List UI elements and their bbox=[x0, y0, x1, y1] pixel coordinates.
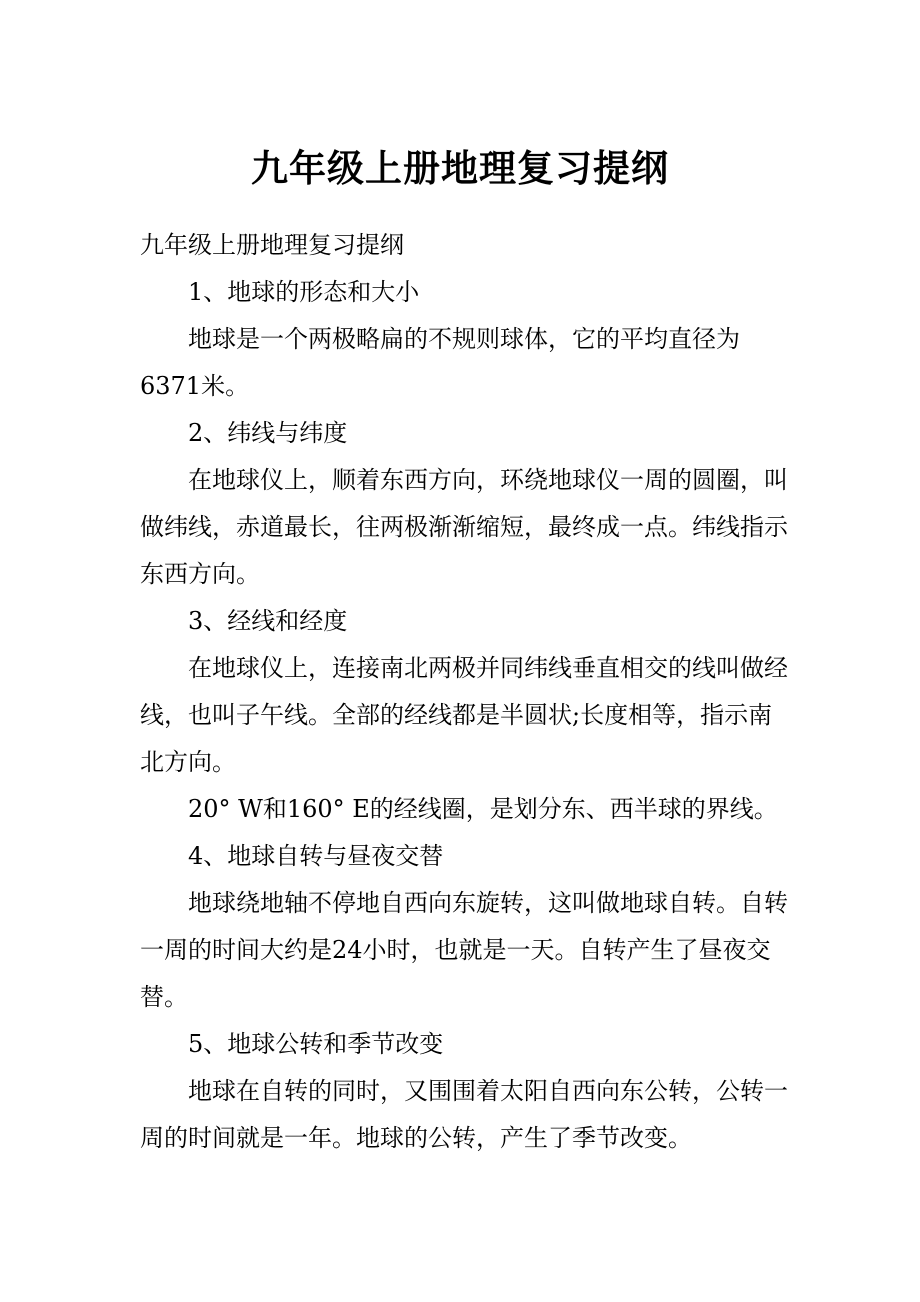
section-heading: 1、地球的形态和大小 bbox=[188, 278, 420, 306]
paragraph: 地球是一个两极略扁的不规则球体，它的平均直径为6371米。 bbox=[140, 325, 740, 400]
paragraph: 20° W和160° E的经线圈，是划分东、西半球的界线。 bbox=[188, 795, 778, 823]
section-heading: 5、地球公转和季节改变 bbox=[188, 1030, 444, 1058]
page-title: 九年级上册地理复习提纲 bbox=[251, 146, 669, 190]
paragraph: 地球在自转的同时，又围围着太阳自西向东公转，公转一周的时间就是一年。地球的公转，产生了季节改变。 bbox=[140, 1077, 788, 1152]
document-body bbox=[140, 222, 790, 1162]
section-heading: 4、地球自转与昼夜交替 bbox=[188, 842, 444, 870]
paragraph: 在地球仪上，连接南北两极并同纬线垂直相交的线叫做经线，也叫子午线。全部的经线都是半圆状;长度相等，指示南北方向。 bbox=[140, 654, 788, 776]
paragraph: 地球绕地轴不停地自西向东旋转，这叫做地球自转。自转一周的时间大约是24小时，也就是一天。自转产生了昼夜交替。 bbox=[140, 889, 788, 1011]
document-subtitle: 九年级上册地理复习提纲 bbox=[140, 231, 404, 259]
section-heading: 2、纬线与纬度 bbox=[188, 419, 348, 447]
section-heading: 3、经线和经度 bbox=[188, 607, 348, 635]
paragraph: 在地球仪上，顺着东西方向，环绕地球仪一周的圆圈，叫做纬线，赤道最长，往两极渐渐缩短，最终成一点。纬线指示东西方向。 bbox=[140, 466, 788, 588]
